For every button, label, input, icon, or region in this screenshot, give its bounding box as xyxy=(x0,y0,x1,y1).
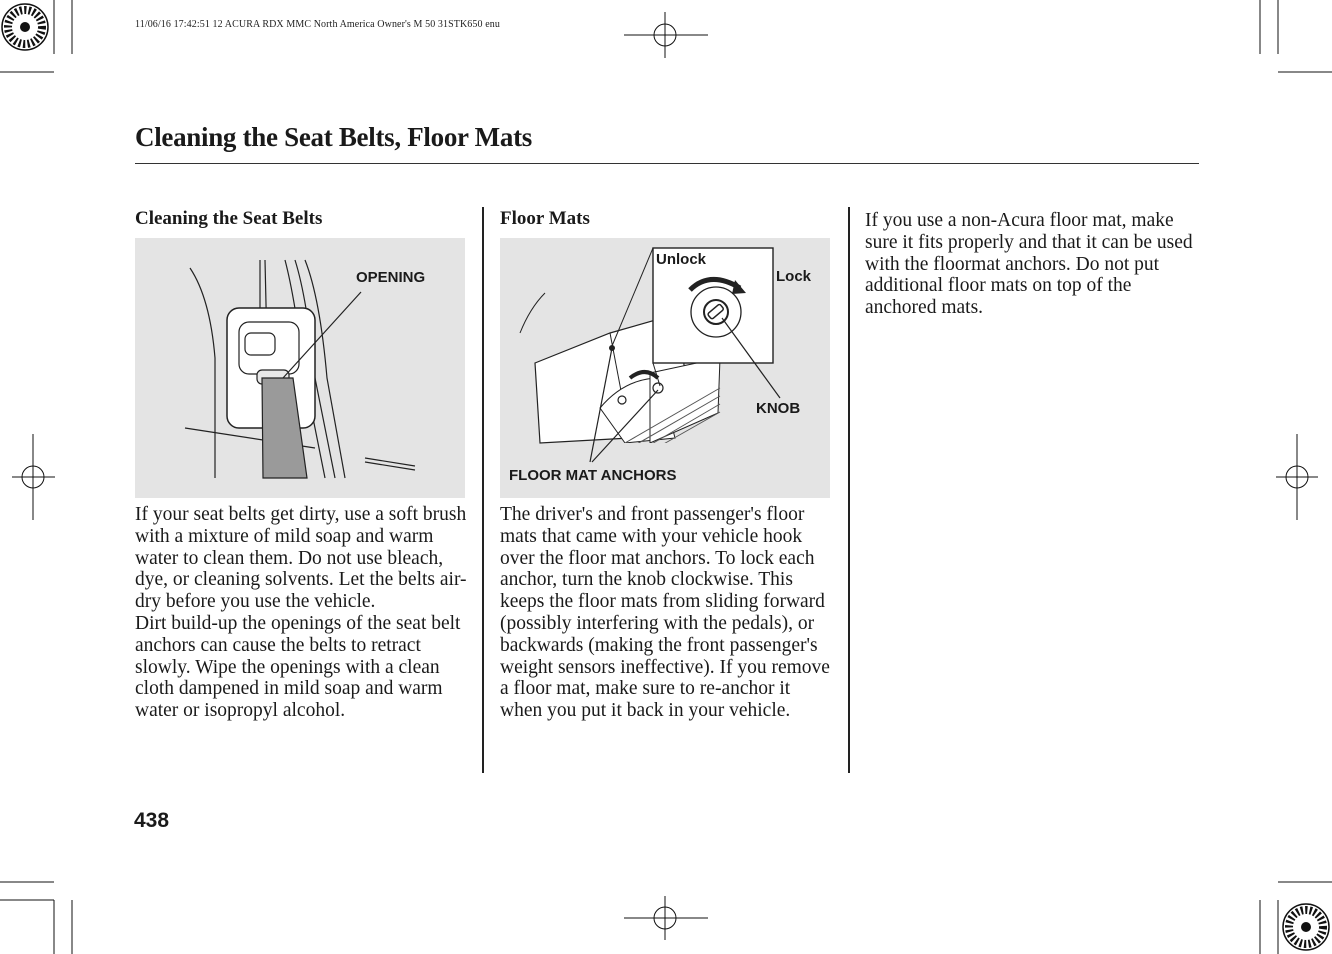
title-rule xyxy=(135,163,1199,164)
starburst-target-bottom-right xyxy=(1283,904,1329,950)
label-unlock: Unlock xyxy=(656,251,707,268)
non-acura-paragraph: If you use a non-Acura floor mat, make sure it fits properly and that it can be used with the floormat anchors. Do not put additional floor mats on top of the anchored mats. xyxy=(865,210,1193,319)
registration-target-top xyxy=(624,12,708,58)
registration-target-left xyxy=(12,434,55,520)
seat-belts-paragraph-1: If your seat belts get dirty, use a soft brush with a mixture of mild soap and warm water to clean them. Do not use bleach, dye, or cleaning solvents. Let the belts air-dry before you use the vehicle. xyxy=(135,504,467,613)
label-lock: Lock xyxy=(776,268,812,285)
floor-mats-heading: Floor Mats xyxy=(500,208,590,229)
label-knob: KNOB xyxy=(756,400,801,417)
seat-belts-paragraph-2: Dirt build-up the openings of the seat belt anchors can cause the belts to retract slowly. Wipe the openings with a clean cloth dampened in mild soap and warm water or isopropyl alcohol. xyxy=(135,612,461,722)
floor-mat-figure xyxy=(500,238,830,498)
floor-mats-paragraph: The driver's and front passenger's floor mats that came with your vehicle hook over the floor mat anchors. To lock each anchor, turn the knob clockwise. This keeps the floor mats from sliding forward (possibly interfering with the pedals), or backwards (making the front passenger's weight sensors ineffective). If you remove a floor mat, make sure to re-anchor it when you put it back in your vehicle. xyxy=(500,504,830,722)
seat-belts-text xyxy=(135,504,471,722)
registration-target-bottom xyxy=(624,896,708,940)
column-divider-1 xyxy=(482,207,484,773)
column-divider-2 xyxy=(848,207,850,773)
starburst-target-top-left xyxy=(2,4,48,50)
seat-belts-heading: Cleaning the Seat Belts xyxy=(135,208,323,229)
floor-mats-text xyxy=(500,504,836,722)
print-info: 11/06/16 17:42:51 12 ACURA RDX MMC North America Owner's M 50 31STK650 enu xyxy=(135,19,500,30)
page-number: 438 xyxy=(134,809,170,832)
registration-target-right xyxy=(1276,434,1318,520)
label-floor-mat-anchors: FLOOR MAT ANCHORS xyxy=(509,467,677,484)
page-title: Cleaning the Seat Belts, Floor Mats xyxy=(135,122,532,152)
non-acura-text xyxy=(865,210,1195,319)
seat-belt-figure xyxy=(135,238,465,498)
label-opening: OPENING xyxy=(356,269,426,286)
